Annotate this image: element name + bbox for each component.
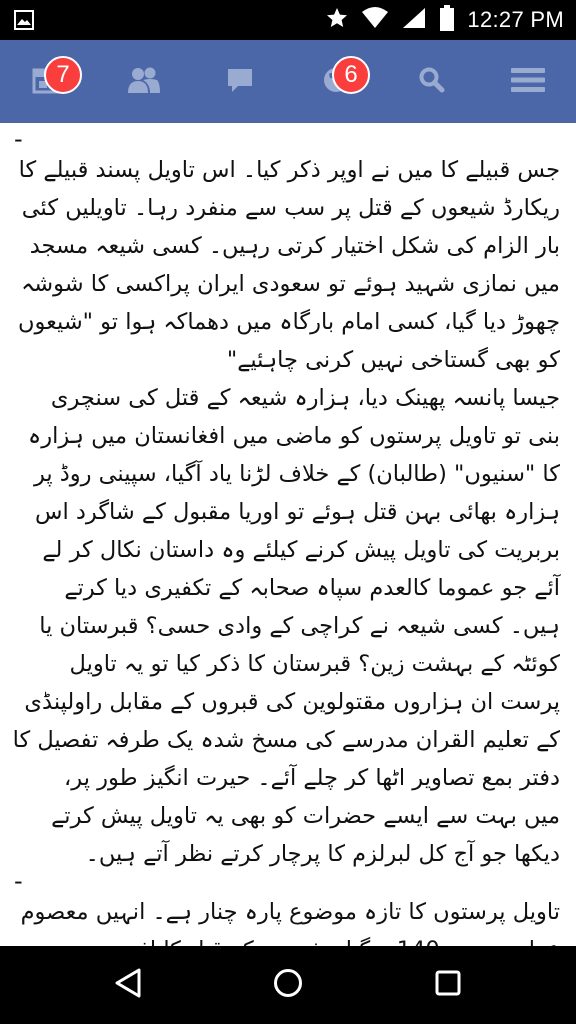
post-line: دفتر بمع تصاویر اٹھا کر چلے آئے۔ حیرت انگیز طور پر، xyxy=(64,765,560,791)
nav-news-feed[interactable] xyxy=(0,40,96,123)
post-line: میں نمازی شہید ہوئے تو سعودی ایران پراکسی کا شوشہ xyxy=(21,271,560,297)
post-line: کو بھی گستاخی نہیں کرنی چاہئیے" xyxy=(226,347,560,373)
status-bar xyxy=(0,0,576,40)
post-line: کے تعلیم القران مدرسے کی مسخ شدہ یک طرفہ تفصیل کا xyxy=(12,727,560,753)
back-triangle-icon xyxy=(113,967,143,1003)
post-line: آئے جو عموما کالعدم سپاہ صحابہ کے تکفیری دیا کرتے xyxy=(64,575,560,601)
nav-friend-requests[interactable] xyxy=(96,40,192,123)
nav-menu[interactable] xyxy=(480,40,576,123)
notifications-badge: 6 xyxy=(332,56,370,94)
post-line: کوئٹہ کے بہشت زین؟ قبرستان کا ذکر کیا تو یہ تاویل xyxy=(69,651,560,677)
nav-messages[interactable] xyxy=(192,40,288,123)
friends-icon xyxy=(126,65,162,99)
home-circle-icon xyxy=(272,967,304,1003)
nav-search[interactable] xyxy=(384,40,480,123)
star-icon xyxy=(325,6,349,34)
post-line: دیکھا جو آج کل لبرلزم کا پرچار کرتے نظر آتے ہیں۔ xyxy=(85,841,560,867)
post-separator: - xyxy=(14,125,23,153)
recents-button[interactable] xyxy=(393,946,503,1024)
post-line: بار الزام کی شکل اختیار کرتی رہیں۔ کسی شیعہ مسجد xyxy=(29,233,560,259)
clock: 12:27 PM xyxy=(467,7,564,32)
news-feed-badge: 7 xyxy=(44,56,82,94)
system-nav-bar xyxy=(0,946,576,1024)
post-line: پرست ان ہزاروں مقتولوین کی قبروں کے مقابل راولپنڈی xyxy=(24,689,560,715)
nav-notifications[interactable] xyxy=(288,40,384,123)
recents-square-icon xyxy=(434,969,462,1001)
post-line: میں بہت سے ایسے حضرات کو بھی یہ تاویل پیش کرتے xyxy=(51,803,560,829)
chat-icon xyxy=(225,65,255,99)
post-line: ریکارڈ شیعوں کے قتل پر سب سے منفرد رہا۔ تاویلیں کئی xyxy=(21,195,560,221)
home-button[interactable] xyxy=(233,946,343,1024)
post-line: جس قبیلے کا میں نے اوپر ذکر کیا۔ اس تاویل پسند قبیلے کا xyxy=(18,157,560,183)
gallery-icon xyxy=(14,10,34,34)
back-button[interactable] xyxy=(73,946,183,1024)
post-line: جیسا پانسہ پھینک دیا، ہزارہ شیعہ کے قتل کی سنچری xyxy=(50,385,560,411)
post-content xyxy=(0,123,576,946)
signal-icon xyxy=(401,6,427,34)
search-icon xyxy=(417,65,447,99)
post-line: کا "سنیوں" (طالبان) کے خلاف لڑنا یاد آگیا، سپینی روڈ پر xyxy=(33,461,560,487)
menu-icon xyxy=(510,65,546,99)
post-line: بربریت کی تاویل پیش کرنے کیلئے وہ داستان نکال کر لے xyxy=(42,537,560,563)
wifi-icon xyxy=(361,6,389,34)
post-line: ہزارہ بھائی بہن قتل ہوئے تو اوریا مقبول کے شاگرد اس xyxy=(35,499,560,525)
battery-icon xyxy=(439,5,455,35)
top-nav-bar xyxy=(0,40,576,123)
post-line: بنی تو تاویل پرستوں کو ماضی میں افغانستان میں ہزارہ xyxy=(28,423,560,449)
post-line: تاویل پرستوں کا تازہ موضوع پارہ چنار ہے۔ انہیں معصوم xyxy=(20,899,560,925)
post-line: چھوڑ دیا گیا، کسی امام بارگاہ میں دھماکہ ہوا تو "شیعوں xyxy=(18,309,560,335)
post-separator: - xyxy=(14,867,23,895)
post-line: ہیں۔ کسی شیعہ نے کراچی کے وادی حسی؟ قبرستان یا xyxy=(39,613,560,639)
